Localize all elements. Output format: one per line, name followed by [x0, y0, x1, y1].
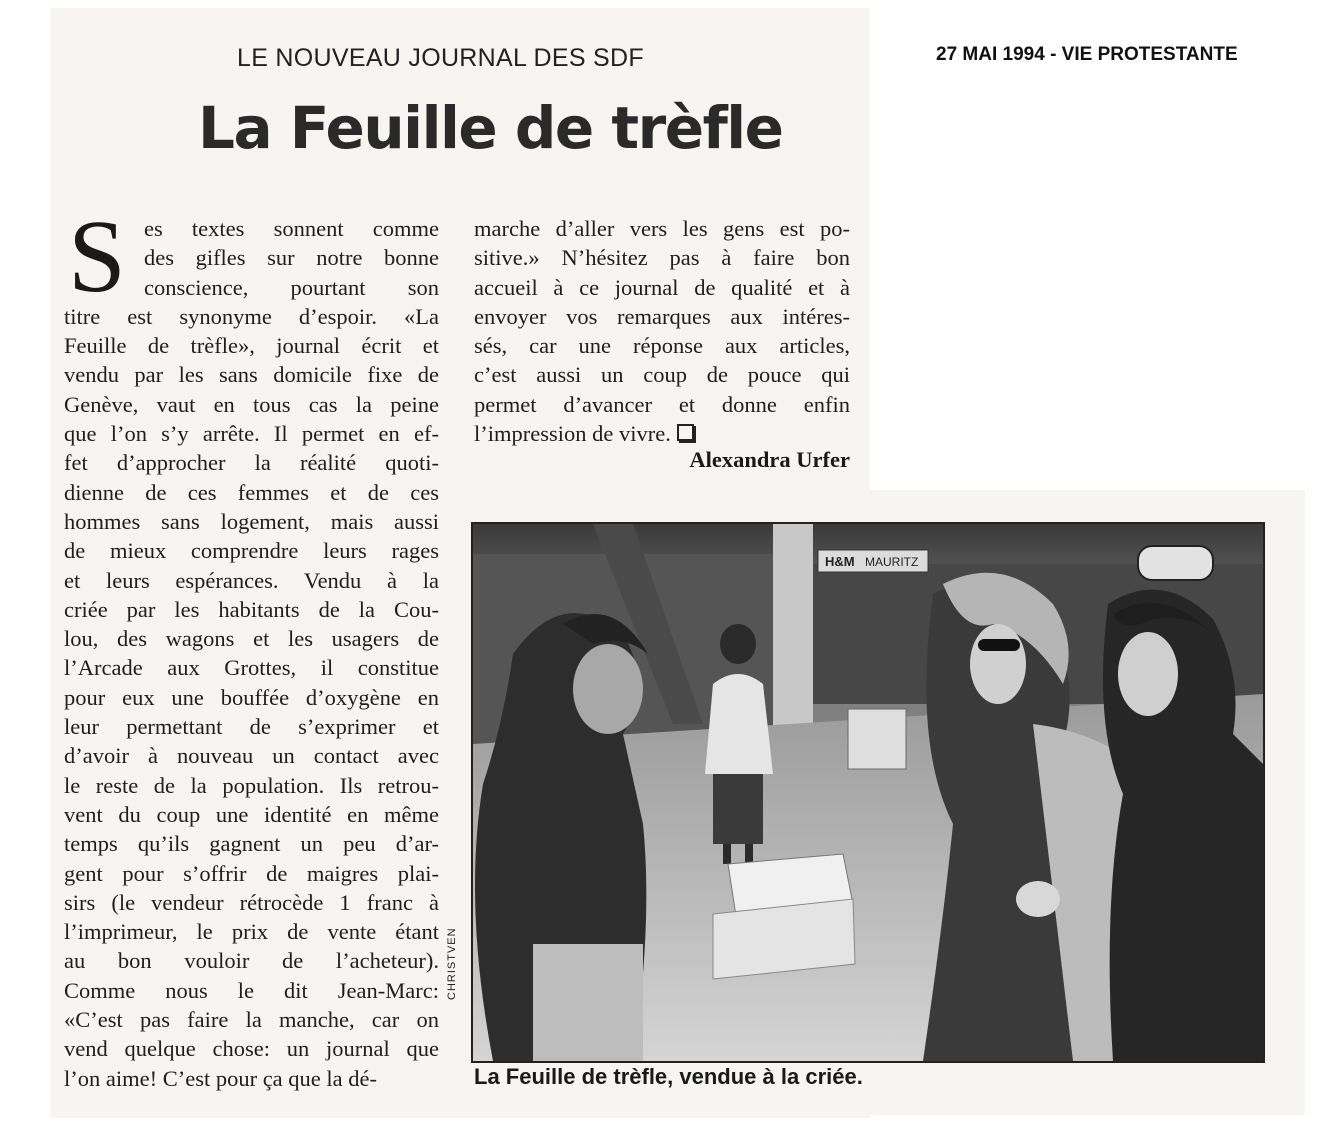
- article-line: et leurs espérances. Vendu à la: [64, 567, 439, 593]
- article-line: vent du coup une identité en même: [64, 801, 439, 827]
- article-headline: La Feuille de trèfle: [198, 94, 783, 162]
- end-of-article-box-icon: [677, 424, 694, 441]
- drop-cap: S: [68, 199, 126, 314]
- article-line: sirs (le vendeur rétrocède 1 franc à: [64, 889, 439, 915]
- photo-sign-mauritz: MAURITZ: [865, 555, 919, 569]
- article-line: l’Arcade aux Grottes, il constitue: [64, 655, 439, 681]
- article-line: permet d’avancer et donne enfin: [474, 391, 850, 417]
- article-line: envoyer vos remarques aux intéres-: [474, 303, 850, 329]
- article-line: sés, car une réponse aux articles,: [474, 333, 850, 359]
- article-line: Comme nous le dit Jean-Marc:: [64, 977, 439, 1003]
- article-kicker: LE NOUVEAU JOURNAL DES SDF: [237, 44, 644, 72]
- article-line: gent pour s’offrir de maigres plai-: [64, 860, 439, 886]
- article-line: Genève, vaut en tous cas la peine: [64, 391, 439, 417]
- article-line: conscience, pourtant son: [144, 274, 439, 300]
- article-line: d’avoir à nouveau un contact avec: [64, 743, 439, 769]
- article-line: vendu par les sans domicile fixe de: [64, 362, 439, 388]
- article-photo: [471, 522, 1265, 1063]
- article-line: au bon vouloir de l’acheteur).: [64, 948, 439, 974]
- article-line: pour eux une bouffée d’oxygène en: [64, 684, 439, 710]
- article-line: fet d’approcher la réalité quoti-: [64, 450, 439, 476]
- article-line: sitive.» N’hésitez pas à faire bon: [474, 245, 850, 271]
- article-column-1: [64, 199, 439, 1093]
- photo-caption: La Feuille de trèfle, vendue à la criée.: [474, 1064, 863, 1089]
- photo-credit: CHRISTVEN: [446, 927, 458, 1000]
- article-line: l’imprimeur, le prix de vente étant: [64, 919, 439, 945]
- article-line: l’impression de vivre.: [474, 419, 850, 448]
- article-line: de mieux comprendre leurs rages: [64, 538, 439, 564]
- article-line: vend quelque chose: un journal que: [64, 1036, 439, 1062]
- article-line: le reste de la population. Ils retrou-: [64, 772, 439, 798]
- article-line: accueil à ce journal de qualité et à: [474, 274, 850, 300]
- article-line: l’on aime! C’est pour ça que la dé-: [64, 1065, 378, 1091]
- article-line: c’est aussi un coup de pouce qui: [474, 362, 850, 388]
- article-line: que l’on s’y arrête. Il permet en ef-: [64, 421, 439, 447]
- source-date-line: 27 MAI 1994 - VIE PROTESTANTE: [936, 44, 1238, 65]
- article-line: lou, des wagons et les usagers de: [64, 626, 439, 652]
- article-byline: Alexandra Urfer: [689, 447, 850, 472]
- article-line: criée par les habitants de la Cou-: [64, 596, 439, 622]
- article-line: leur permettant de s’exprimer et: [64, 714, 439, 740]
- article-line: Feuille de trèfle», journal écrit et: [64, 333, 439, 359]
- article-line: es textes sonnent comme: [144, 216, 439, 241]
- article-column-2: [474, 214, 850, 448]
- article-line: temps qu’ils gagnent un peu d’ar-: [64, 831, 439, 857]
- article-line: dienne de ces femmes et de ces: [64, 479, 439, 505]
- article-line: titre est synonyme d’espoir. «La: [64, 303, 439, 329]
- article-line: hommes sans logement, mais aussi: [64, 508, 439, 534]
- photo-sign-hm: H&M: [825, 554, 855, 569]
- article-line: «C’est pas faire la manche, car on: [64, 1007, 439, 1033]
- article-line: des gifles sur notre bonne: [144, 245, 439, 271]
- article-line: marche d’aller vers les gens est po-: [474, 216, 850, 241]
